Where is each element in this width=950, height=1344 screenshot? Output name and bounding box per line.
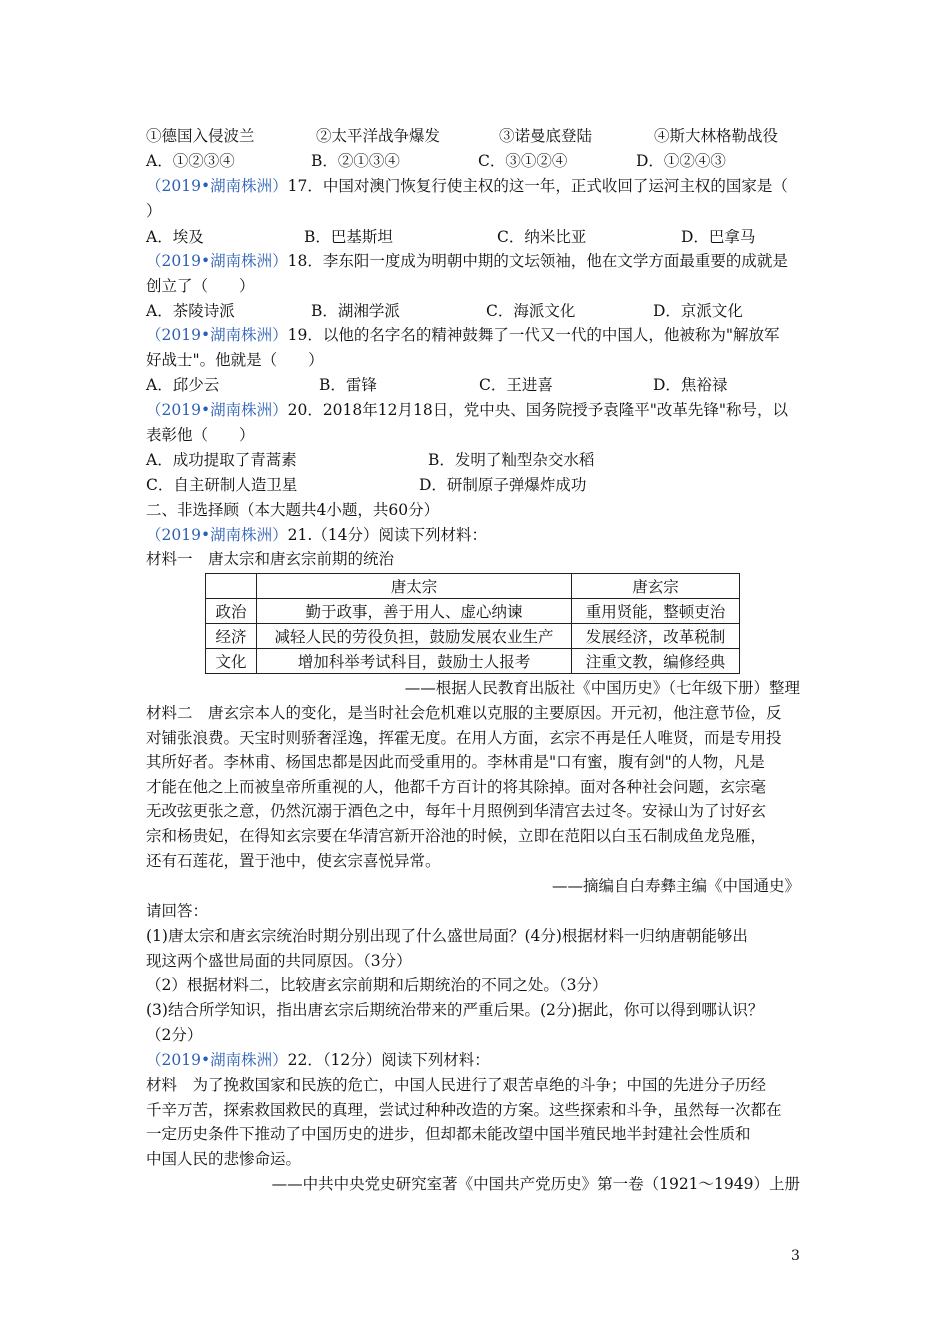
- material-table: [205, 573, 740, 674]
- material-one-source: ——根据人民教育出版社《中国历史》（七年级下册）整理: [404, 679, 800, 697]
- table-header-cell: 唐太宗: [257, 574, 572, 599]
- option: D．焦裕禄: [653, 376, 728, 394]
- q16-items: [146, 126, 778, 146]
- q22-stem: [146, 1050, 490, 1070]
- table-cell: 重用贤能，整顿吏治: [572, 599, 740, 624]
- q17-options: [146, 227, 755, 247]
- source-tag: （2019•湖南株洲）: [146, 326, 288, 344]
- material-two-line: 对铺张浪费。天宝时则骄奢淫逸，挥霍无度。在用人方面，玄宗不再是任人唯贤，而是专用投: [146, 729, 782, 747]
- q17-stem: [146, 176, 788, 196]
- table-header-cell: [206, 574, 257, 599]
- option: A．茶陵诗派: [146, 302, 235, 320]
- material-two-line: 宗和杨贵妃，在得知玄宗要在华清宫新开浴池的时候，立即在范阳以白玉石制成鱼龙凫雁，: [146, 827, 767, 845]
- option: C．③①②④: [478, 152, 568, 170]
- option: C．王进喜: [479, 376, 553, 394]
- question-text: 18．李东阳一度成为明朝中期的文坛领袖，他在文学方面最重要的成就是: [287, 252, 788, 270]
- q16-item: ①德国入侵波兰: [146, 127, 255, 145]
- material-line: 一定历史条件下推动了中国历史的进步，但却都未能改望中国半殖民地半封建社会性质和: [146, 1125, 751, 1143]
- q21-stem: [146, 525, 487, 545]
- material-source: ——中共中央党史研究室著《中国共产党历史》第一卷（1921～1949）上册: [271, 1175, 800, 1193]
- source-tag: （2019•湖南株洲）: [146, 401, 288, 419]
- table-cell: 发展经济，改革税制: [572, 624, 740, 649]
- option: C．海派文化: [486, 302, 576, 320]
- material-line: 中国人民的悲惨命运。: [146, 1150, 302, 1168]
- table-cell: 增加科举考试科目，鼓励士人报考: [257, 649, 572, 674]
- option: A．成功提取了青蒿素: [146, 451, 297, 469]
- sub-question: （2分）: [146, 1026, 203, 1044]
- option: B．巴基斯坦: [304, 228, 393, 246]
- option: A．①②③④: [146, 152, 235, 170]
- sub-question: （2）根据材料二，比较唐玄宗前期和后期统治的不同之处。（3分）: [146, 976, 608, 994]
- question-text: 20．2018年12月18日，党中央、国务院授予袁隆平"改革先锋"称号，以: [287, 401, 788, 419]
- table-cell: 勤于政事，善于用人、虚心纳谏: [257, 599, 572, 624]
- option: B．雷锋: [319, 376, 377, 394]
- option: A．邱少云: [146, 376, 220, 394]
- question-text: 22．（12分）阅读下列材料：: [287, 1051, 490, 1069]
- table-row: [206, 599, 740, 624]
- option: B．发明了籼型杂交水稻: [428, 451, 595, 469]
- material-line: 材料 为了挽救国家和民族的危亡，中国人民进行了艰苦卓绝的斗争；中国的先进分子历经: [146, 1076, 767, 1094]
- q16-item: ④斯大林格勒战役: [654, 127, 779, 145]
- question-text: 17．中国对澳门恢复行使主权的这一年，正式收回了运河主权的国家是（: [287, 177, 788, 195]
- source-tag: （2019•湖南株洲）: [146, 252, 288, 270]
- q20-options-row1: [146, 450, 594, 470]
- q20-options-row2: [146, 475, 586, 495]
- table-cell: 文化: [206, 649, 257, 674]
- option: B．湖湘学派: [311, 302, 400, 320]
- q19-stem: [146, 325, 779, 345]
- q19-stem-cont: 好战士"。他就是（ ）: [146, 351, 324, 369]
- material-two-source: ——摘编自白寿彝主编《中国通史》: [551, 877, 800, 895]
- table-cell: 减轻人民的劳役负担，鼓励发展农业生产: [257, 624, 572, 649]
- table-cell: 政治: [206, 599, 257, 624]
- section-heading: 二、非选择顾（本大题共4小题，共60分）: [146, 501, 440, 519]
- option: A．埃及: [146, 228, 204, 246]
- sub-question: (3)结合所学知识，指出唐玄宗后期统治带来的严重后果。(2分)据此，你可以得到哪认识？: [146, 1001, 764, 1019]
- q18-stem: [146, 251, 788, 271]
- option: D．研制原子弹爆炸成功: [419, 476, 587, 494]
- page-number: 3: [791, 1248, 800, 1264]
- option: D．京派文化: [653, 302, 743, 320]
- q16-item: ③诺曼底登陆: [499, 127, 593, 145]
- table-row: [206, 649, 740, 674]
- material-one-title: 材料一 唐太宗和唐玄宗前期的统治: [146, 550, 395, 568]
- option: C．纳米比亚: [497, 228, 587, 246]
- option: D．①②④③: [636, 152, 726, 170]
- material-two-line: 才能在他之上而被皇帝所重视的人，他都千方百计的将其除掉。面对各种社会问题，玄宗毫: [146, 778, 767, 796]
- table-row: [206, 624, 740, 649]
- question-text: 21.（14分）阅读下列材料：: [287, 526, 487, 544]
- source-tag: （2019•湖南株洲）: [146, 526, 288, 544]
- q16-item: ②太平洋战争爆发: [316, 127, 441, 145]
- material-line: 千辛万苦，探索救国救民的真理，尝试过种种改造的方案。这些探索和斗争，虽然每一次都在: [146, 1101, 782, 1119]
- question-text: 19．以他的名字名的精神鼓舞了一代又一代的中国人，他被称为"解放军: [287, 326, 780, 344]
- q19-options: [146, 375, 727, 395]
- q18-stem-cont: 创立了（ ）: [146, 277, 255, 295]
- material-two-line: 无改弦更张之意，仍然沉溺于酒色之中，每年十月照例到华清宫去过冬。安禄山为了讨好玄: [146, 802, 767, 820]
- q20-stem: [146, 400, 788, 420]
- option: B．②①③④: [311, 152, 400, 170]
- q18-options: [146, 301, 743, 321]
- material-two-line: 材料二 唐玄宗本人的变化，是当时社会危机难以克服的主要原因。开元初，他注意节俭，反: [146, 704, 782, 722]
- source-tag: （2019•湖南株洲）: [146, 1051, 288, 1069]
- q20-stem-cont: 表彰他（ ）: [146, 426, 255, 444]
- option: D．巴拿马: [681, 228, 756, 246]
- table-cell: 经济: [206, 624, 257, 649]
- q16-options: [146, 151, 726, 171]
- material-two-line: 还有石莲花，置于池中，使玄宗喜悦异常。: [146, 852, 441, 870]
- option: C．自主研制人造卫星: [146, 476, 298, 494]
- sub-question: 现这两个盛世局面的共同原因。（3分）: [146, 952, 412, 970]
- sub-question: (1)唐太宗和唐玄宗统治时期分别出现了什么盛世局面？(4分)根据材料一归纳唐朝能够出: [146, 927, 748, 945]
- material-two-line: 其所好者。李林甫、杨国忠都是因此而受重用的。李林甫是"口有蜜，腹有剑"的人物，凡是: [146, 753, 765, 771]
- table-cell: 注重文教，编修经典: [572, 649, 740, 674]
- source-tag: （2019•湖南株洲）: [146, 177, 288, 195]
- q17-stem-cont: ）: [146, 202, 162, 220]
- table-header-cell: 唐玄宗: [572, 574, 740, 599]
- answer-prompt: 请回答：: [146, 902, 209, 920]
- table-header-row: [206, 574, 740, 599]
